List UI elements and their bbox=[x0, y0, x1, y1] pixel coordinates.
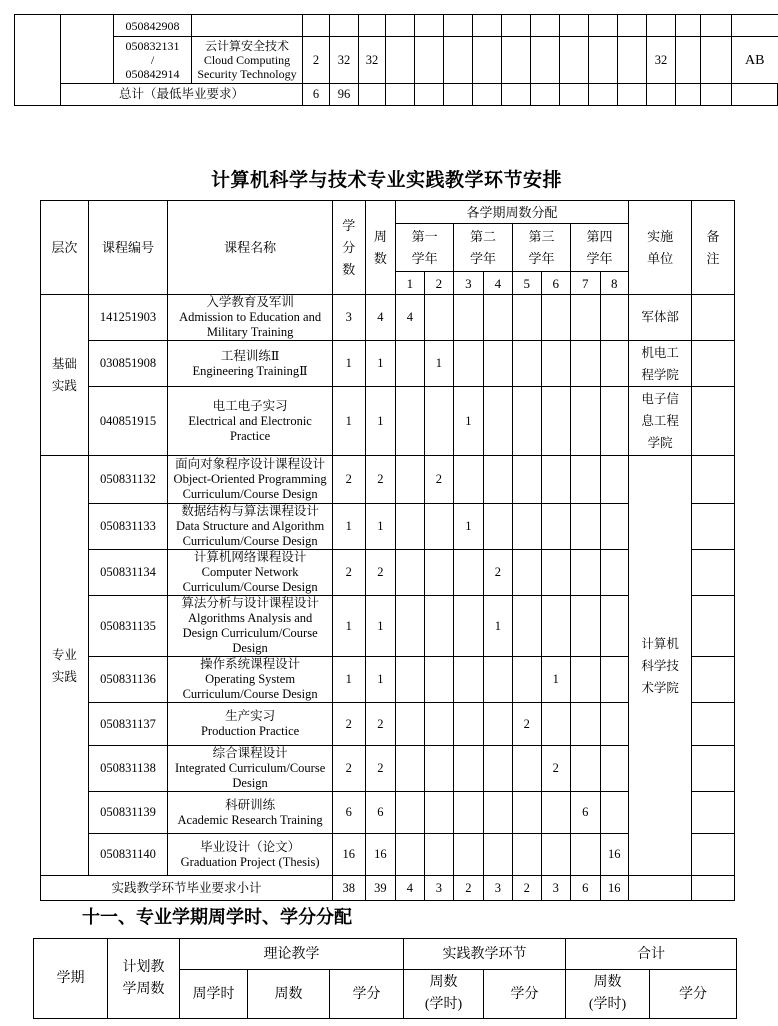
course-name: 入学教育及军训 Admission to Education and Military Training bbox=[168, 295, 333, 341]
course-name: 电工电子实习 Electrical and Electronic Practice bbox=[168, 387, 333, 456]
course-name: 综合课程设计 Integrated Curriculum/Course Design bbox=[168, 746, 333, 792]
header-total-credits: 学分 bbox=[650, 970, 737, 1019]
sem-3: 1 bbox=[454, 387, 484, 456]
credits: 6 bbox=[333, 792, 366, 834]
credits: 1 bbox=[333, 657, 366, 703]
course-name: 计算机网络课程设计 Computer Network Curriculum/Course Design bbox=[168, 550, 333, 596]
weeks: 1 bbox=[365, 596, 396, 657]
course-name: 云计算安全技术 Cloud Computing Security Technology bbox=[192, 37, 303, 84]
unit: 电子信 息工程 学院 bbox=[629, 387, 692, 456]
course-code: 050831134 bbox=[88, 550, 167, 596]
subtotal-sem-3: 2 bbox=[454, 876, 484, 901]
sem-8: 16 bbox=[600, 834, 629, 876]
course-code: 141251903 bbox=[88, 295, 167, 341]
header-total: 合计 bbox=[566, 939, 737, 970]
section-heading: 十一、专业学期周学时、学分分配 bbox=[82, 907, 352, 927]
course-name: 工程训练Ⅱ Engineering TrainingⅡ bbox=[168, 341, 333, 387]
header-theory: 理论教学 bbox=[180, 939, 404, 970]
header-sem-6: 6 bbox=[541, 272, 571, 295]
header-weekly-hours: 周学时 bbox=[180, 970, 248, 1019]
header-practice-credits: 学分 bbox=[484, 970, 566, 1019]
weeks: 4 bbox=[365, 295, 396, 341]
header-sem-3: 3 bbox=[454, 272, 484, 295]
credits: 16 bbox=[333, 834, 366, 876]
course-code: 050831133 bbox=[88, 504, 167, 550]
header-code: 课程编号 bbox=[88, 201, 167, 295]
table-row bbox=[41, 341, 735, 387]
sem-5: 2 bbox=[513, 703, 541, 746]
credits: 1 bbox=[333, 596, 366, 657]
credits: 1 bbox=[333, 387, 366, 456]
header-sem-4: 4 bbox=[483, 272, 513, 295]
subtotal-sem-5: 2 bbox=[513, 876, 541, 901]
credits: 3 bbox=[333, 295, 366, 341]
total-credits: 6 bbox=[303, 84, 330, 106]
sem-2: 1 bbox=[424, 341, 454, 387]
group-basic: 基础 实践 bbox=[41, 295, 89, 456]
unit: 军体部 bbox=[629, 295, 692, 341]
semester-hours: 32 bbox=[647, 37, 676, 84]
page-title: 计算机科学与技术专业实践教学环节安排 bbox=[210, 170, 562, 191]
weeks: 1 bbox=[365, 504, 396, 550]
unit: 机电工 程学院 bbox=[629, 341, 692, 387]
sem-3: 1 bbox=[454, 504, 484, 550]
weeks: 2 bbox=[365, 456, 396, 504]
course-code: 050831136 bbox=[88, 657, 167, 703]
course-name: 数据结构与算法课程设计 Data Structure and Algorithm Curriculum/Course Design bbox=[168, 504, 333, 550]
course-code: 050832131 / 050842914 bbox=[114, 37, 192, 84]
header-plan-weeks: 计划教 学周数 bbox=[108, 939, 180, 1019]
credits: 1 bbox=[333, 341, 366, 387]
course-code: 040851915 bbox=[88, 387, 167, 456]
header-year-4: 第四 学年 bbox=[571, 224, 629, 272]
weeks: 16 bbox=[365, 834, 396, 876]
sem-4: 1 bbox=[483, 596, 513, 657]
course-name: 毕业设计（论文） Graduation Project (Thesis) bbox=[168, 834, 333, 876]
weeks: 1 bbox=[365, 387, 396, 456]
sem-4: 2 bbox=[483, 550, 513, 596]
weeks: 1 bbox=[365, 657, 396, 703]
sem-7: 6 bbox=[571, 792, 601, 834]
practice-table bbox=[40, 200, 735, 901]
course-name: 操作系统课程设计 Operating System Curriculum/Course Design bbox=[168, 657, 333, 703]
subtotal-sem-1: 4 bbox=[396, 876, 424, 901]
sem-1: 4 bbox=[396, 295, 424, 341]
course-code: 050831138 bbox=[88, 746, 167, 792]
course-name: 面向对象程序设计课程设计 Object-Oriented Programming Curriculum/Course Design bbox=[168, 456, 333, 504]
top-course-table bbox=[14, 14, 778, 106]
header-theory-credits: 学分 bbox=[330, 970, 404, 1019]
header-weeks: 周 数 bbox=[365, 201, 396, 295]
header-unit: 实施 单位 bbox=[629, 201, 692, 295]
header-remark: 备 注 bbox=[692, 201, 735, 295]
subtotal-sem-4: 3 bbox=[483, 876, 513, 901]
total-hours: 96 bbox=[330, 84, 359, 106]
sem-6: 1 bbox=[541, 657, 571, 703]
table-row bbox=[41, 295, 735, 341]
weeks: 2 bbox=[365, 550, 396, 596]
total-label: 总计（最低毕业要求） bbox=[61, 84, 303, 106]
credits: 2 bbox=[303, 37, 330, 84]
credits: 2 bbox=[333, 550, 366, 596]
header-sem-8: 8 bbox=[600, 272, 629, 295]
hours: 32 bbox=[330, 37, 359, 84]
subtotal-sem-8: 16 bbox=[600, 876, 629, 901]
unit-cs: 计算机 科学技 术学院 bbox=[629, 456, 692, 876]
header-term: 学期 bbox=[34, 939, 108, 1019]
sem-2: 2 bbox=[424, 456, 454, 504]
course-code: 050831137 bbox=[88, 703, 167, 746]
header-sem-5: 5 bbox=[513, 272, 541, 295]
header-sem-2: 2 bbox=[424, 272, 454, 295]
course-code: 050831139 bbox=[88, 792, 167, 834]
credits: 2 bbox=[333, 703, 366, 746]
header-distribution: 各学期周数分配 bbox=[396, 201, 629, 224]
table-row bbox=[41, 456, 735, 504]
header-credits: 学 分 数 bbox=[333, 201, 366, 295]
credits: 2 bbox=[333, 456, 366, 504]
subtotal-credits: 38 bbox=[333, 876, 366, 901]
course-name: 生产实习 Production Practice bbox=[168, 703, 333, 746]
header-theory-weeks: 周数 bbox=[248, 970, 330, 1019]
course-code: 050842908 bbox=[114, 15, 192, 37]
subtotal-sem-2: 3 bbox=[424, 876, 454, 901]
header-year-1: 第一 学年 bbox=[396, 224, 454, 272]
lecture-hours: 32 bbox=[359, 37, 386, 84]
weeks: 1 bbox=[365, 341, 396, 387]
course-name: 科研训练 Academic Research Training bbox=[168, 792, 333, 834]
group-cell bbox=[15, 15, 61, 106]
header-level: 层次 bbox=[41, 201, 89, 295]
header-year-2: 第二 学年 bbox=[454, 224, 513, 272]
course-code: 050831135 bbox=[88, 596, 167, 657]
assessment: AB bbox=[732, 37, 778, 84]
course-name bbox=[192, 15, 303, 37]
semester-hours-table bbox=[33, 938, 737, 1019]
subtotal-weeks: 39 bbox=[365, 876, 396, 901]
course-code: 030851908 bbox=[88, 341, 167, 387]
sub-group-cell bbox=[61, 15, 114, 84]
credits: 1 bbox=[333, 504, 366, 550]
course-code: 050831140 bbox=[88, 834, 167, 876]
course-name: 算法分析与设计课程设计 Algorithms Analysis and Design Curriculum/Course Design bbox=[168, 596, 333, 657]
header-name: 课程名称 bbox=[168, 201, 333, 295]
header-practice: 实践教学环节 bbox=[404, 939, 566, 970]
credits: 2 bbox=[333, 746, 366, 792]
sem-6: 2 bbox=[541, 746, 571, 792]
header-practice-weeks: 周数 (学时) bbox=[404, 970, 484, 1019]
subtotal-sem-7: 6 bbox=[571, 876, 601, 901]
header-sem-1: 1 bbox=[396, 272, 424, 295]
weeks: 2 bbox=[365, 703, 396, 746]
subtotal-sem-6: 3 bbox=[541, 876, 571, 901]
group-major: 专业 实践 bbox=[41, 456, 89, 876]
header-year-3: 第三 学年 bbox=[513, 224, 571, 272]
table-row bbox=[41, 387, 735, 456]
weeks: 6 bbox=[365, 792, 396, 834]
subtotal-label: 实践教学环节毕业要求小计 bbox=[41, 876, 333, 901]
course-code: 050831132 bbox=[88, 456, 167, 504]
header-total-weeks: 周数 (学时) bbox=[566, 970, 650, 1019]
header-sem-7: 7 bbox=[571, 272, 601, 295]
weeks: 2 bbox=[365, 746, 396, 792]
subtotal-row bbox=[41, 876, 735, 901]
